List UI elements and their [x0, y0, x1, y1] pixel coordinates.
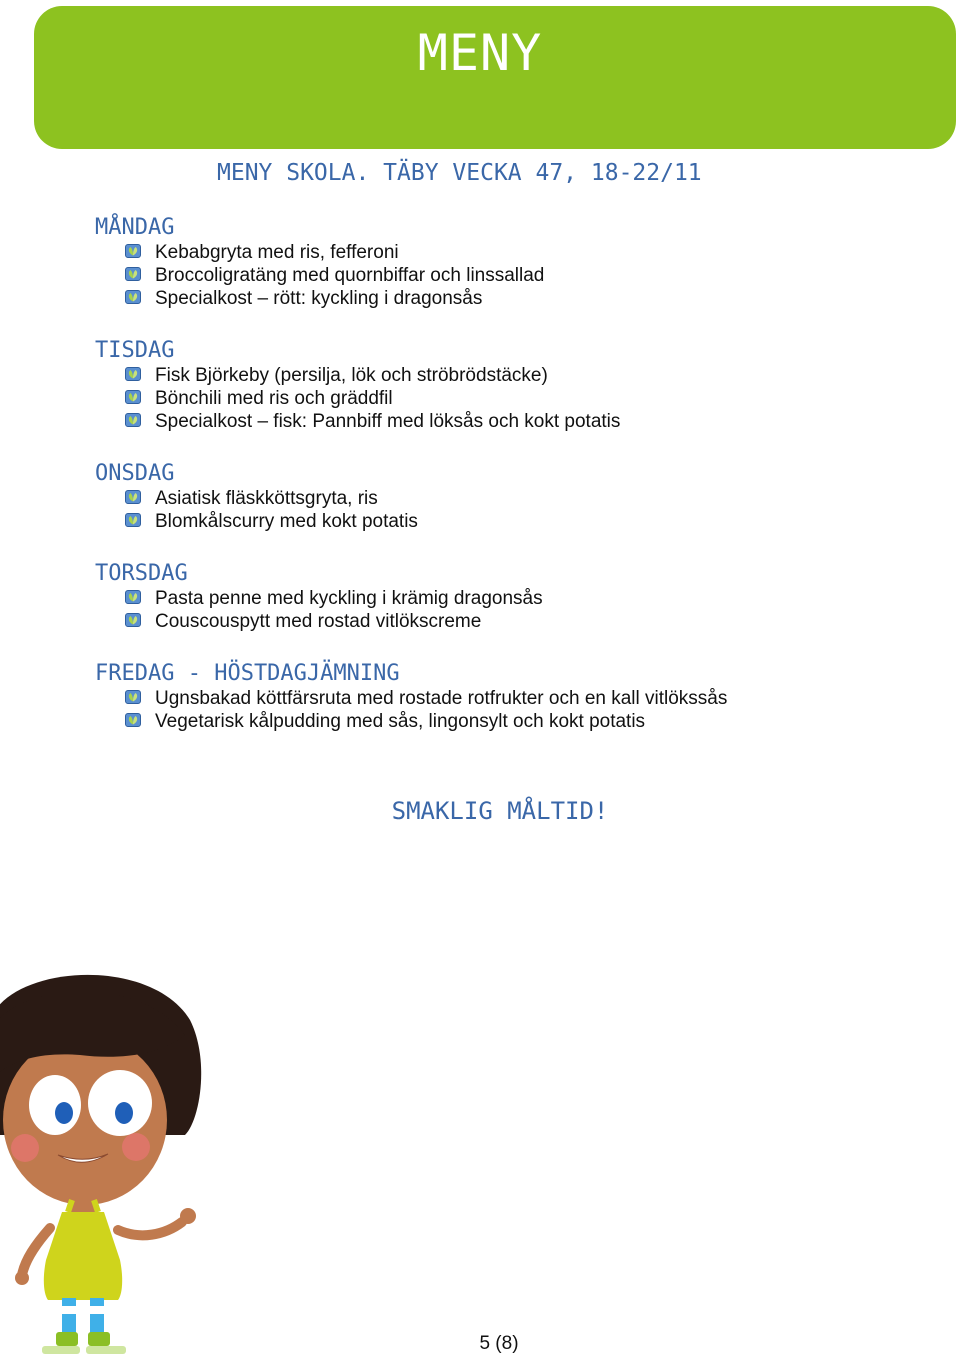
- dish-item: [125, 287, 915, 310]
- leaf-bullet-icon: [125, 390, 141, 404]
- dish-item: [125, 587, 915, 610]
- day-thursday: [95, 561, 915, 633]
- dish-list: [95, 364, 915, 433]
- menu-subtitle: MENY SKOLA. TÄBY VECKA 47, 18-22/11: [217, 160, 702, 186]
- dish-item: [125, 710, 915, 733]
- leaf-bullet-icon: [125, 290, 141, 304]
- leaf-bullet-icon: [125, 367, 141, 381]
- dish-list: [95, 487, 915, 533]
- dish-item: [125, 241, 915, 264]
- leaf-bullet-icon: [125, 713, 141, 727]
- dish-list: [95, 241, 915, 310]
- dish-item: [125, 487, 915, 510]
- day-tuesday: [95, 338, 915, 433]
- page-number: 5 (8): [479, 1333, 519, 1354]
- day-monday: [95, 215, 915, 310]
- dish-text: Kebabgryta med ris, fefferoni: [155, 242, 399, 263]
- closing-greeting: SMAKLIG MÅLTID!: [391, 797, 609, 825]
- dish-item: [125, 387, 915, 410]
- page-title: MENY: [417, 24, 543, 82]
- leaf-bullet-icon: [125, 267, 141, 281]
- day-heading: ONSDAG: [95, 461, 175, 486]
- dish-text: Blomkålscurry med kokt potatis: [155, 511, 418, 532]
- day-heading: TORSDAG: [95, 561, 188, 586]
- dish-item: [125, 510, 915, 533]
- leaf-bullet-icon: [125, 590, 141, 604]
- dish-item: [125, 687, 915, 710]
- dish-text: Fisk Björkeby (persilja, lök och ströbrödstäcke): [155, 365, 548, 386]
- day-heading: TISDAG: [95, 338, 175, 363]
- leaf-bullet-icon: [125, 490, 141, 504]
- dish-text: Couscouspytt med rostad vitlökscreme: [155, 611, 482, 632]
- dish-text: Bönchili med ris och gräddfil: [155, 388, 393, 409]
- dish-list: [95, 687, 915, 733]
- dish-text: Specialkost – fisk: Pannbiff med löksås och kokt potatis: [155, 411, 621, 432]
- girl-mascot-illustration: [0, 960, 220, 1360]
- dish-item: [125, 364, 915, 387]
- leaf-bullet-icon: [125, 513, 141, 527]
- day-friday: [95, 661, 915, 733]
- leaf-bullet-icon: [125, 413, 141, 427]
- dish-text: Vegetarisk kålpudding med sås, lingonsylt och kokt potatis: [155, 711, 646, 732]
- dish-text: Asiatisk fläskköttsgryta, ris: [155, 488, 378, 509]
- dish-text: Broccoligratäng med quornbiffar och linssallad: [155, 265, 545, 286]
- dish-list: [95, 587, 915, 633]
- day-heading: MÅNDAG: [95, 215, 175, 240]
- dish-item: [125, 610, 915, 633]
- day-heading: FREDAG - HÖSTDAGJÄMNING: [95, 661, 400, 686]
- dish-text: Ugnsbakad köttfärsruta med rostade rotfrukter och en kall vitlökssås: [155, 688, 728, 709]
- dish-text: Specialkost – rött: kyckling i dragonsås: [155, 288, 483, 309]
- dish-text: Pasta penne med kyckling i krämig dragonsås: [155, 588, 543, 609]
- dish-item: [125, 410, 915, 433]
- leaf-bullet-icon: [125, 244, 141, 258]
- leaf-bullet-icon: [125, 690, 141, 704]
- dish-item: [125, 264, 915, 287]
- day-wednesday: [95, 461, 915, 533]
- leaf-bullet-icon: [125, 613, 141, 627]
